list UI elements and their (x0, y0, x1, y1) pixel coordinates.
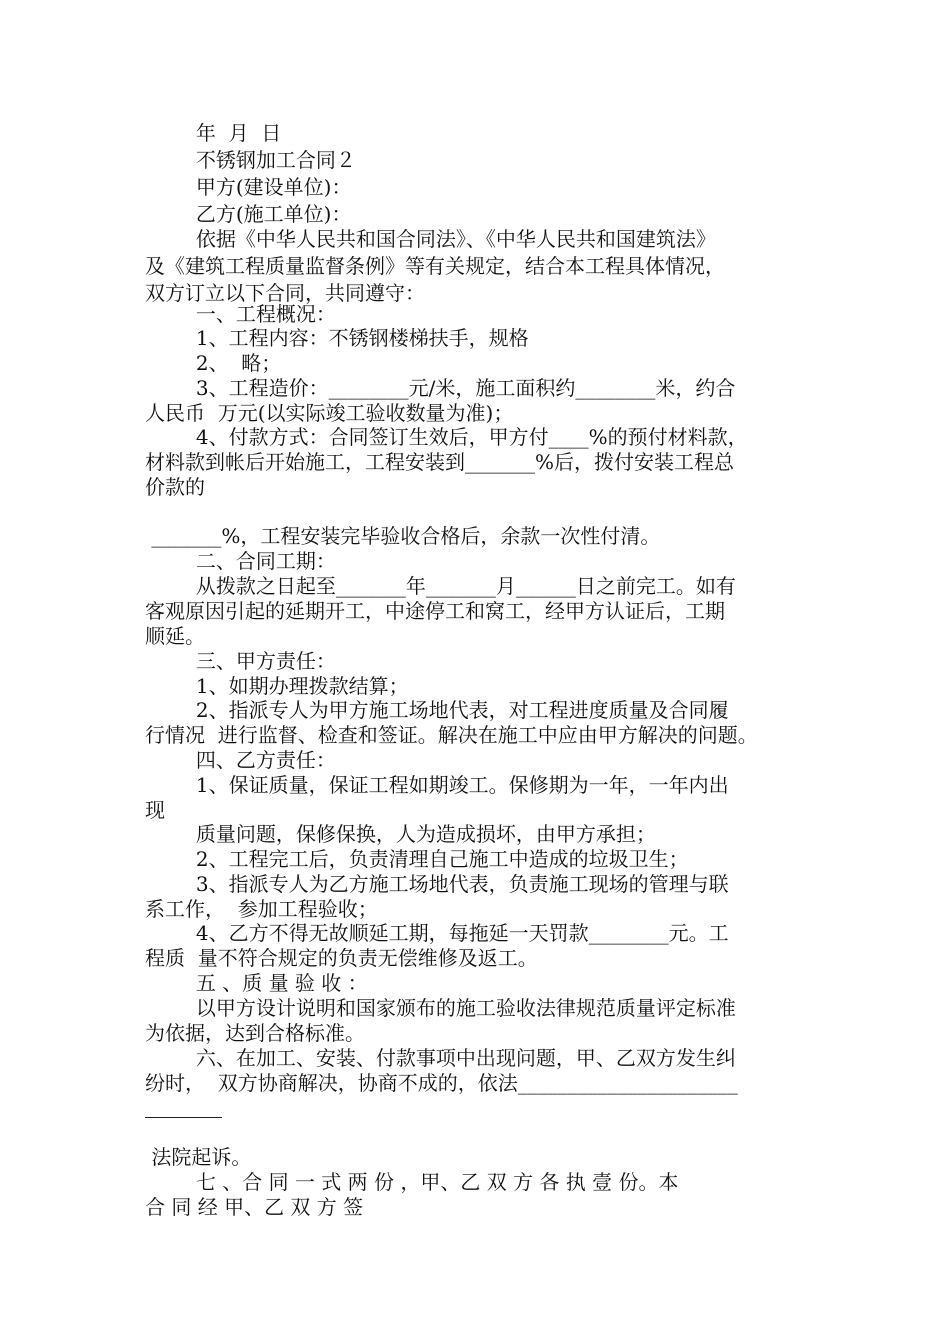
text-line: 2、工程完工后，负责清理自己施工中造成的垃圾卫生； (145, 847, 689, 871)
text-line: 3、指派专人为乙方施工场地代表，负责施工现场的管理与联 (145, 872, 729, 896)
text-line: 系工作， 参加工程验收； (145, 897, 378, 921)
text-line: 人民币 万元(以实际竣工验收数量为准)； (145, 401, 514, 425)
text-line: 以甲方设计说明和国家颁布的施工验收法律规范质量评定标准 (145, 996, 736, 1020)
text-line: 七 、合 同 一 式 两 份 ，甲、乙 双 方 各 执 壹 份。本 (145, 1170, 679, 1194)
text-line: 乙方(施工单位)： (145, 202, 352, 226)
text-line: 4、付款方式：合同签订生效后，甲方付____%的预付材料款， (145, 425, 748, 449)
text-line: 2、指派专人为甲方施工场地代表，对工程进度质量及合同履 (145, 698, 729, 722)
text-line: _______%，工程安装完毕验收合格后，余款一次性付清。 (145, 524, 661, 548)
text-line: 2、 略； (145, 351, 282, 375)
text-line: 纷时， 双方协商解决，协商不成的，依法______________________ (145, 1071, 738, 1095)
text-line: 不锈钢加工合同２ (145, 148, 356, 172)
text-line: 从拨款之日起至_______年_______月______日之前完工。如有 (145, 574, 736, 598)
text-line: 1、工程内容：不锈钢楼梯扶手，规格 (145, 326, 529, 350)
text-line: 质量问题，保修保换，人为造成损坏，由甲方承担； (145, 822, 656, 846)
text-line: 价款的 (145, 475, 205, 499)
text-line: 材料款到帐后开始施工，工程安装到_______%后，拨付安装工程总 (145, 450, 735, 474)
text-line: 及《建筑工程质量监督条例》等有关规定，结合本工程具体情况， (145, 254, 725, 278)
text-line: 合 同 经 甲、乙 双 方 签 (145, 1195, 364, 1219)
text-line: 双方订立以下合同，共同遵守： (145, 281, 425, 305)
text-line: 三、甲方责任： (145, 649, 336, 673)
text-line: 依据《中华人民共和国合同法》、《中华人民共和国建筑法》 (145, 227, 716, 251)
text-line: 二、合同工期： (145, 549, 336, 573)
fill-in-underline (145, 1117, 222, 1118)
text-line: 现 (145, 798, 165, 822)
text-line: 1、保证质量，保证工程如期竣工。保修期为一年，一年内出 (145, 773, 729, 797)
text-line: 行情况 进行监督、检查和签证。解决在施工中应由甲方解决的问题。 (145, 723, 758, 747)
text-line: 六、在加工、安装、付款事项中出现问题，甲、乙双方发生纠 (145, 1046, 736, 1070)
text-line: 一、工程概况： (145, 302, 336, 326)
text-line: 年 月 日 (145, 121, 282, 145)
text-line: 客观原因引起的延期开工，中途停工和窝工，经甲方认证后，工期 (145, 599, 725, 623)
text-line: 程质 量不符合规定的负责无偿维修及返工。 (145, 946, 538, 970)
text-line: 甲方(建设单位)： (145, 175, 352, 199)
text-line: 为依据，达到合格标准。 (145, 1021, 365, 1045)
text-line: 四、乙方责任： (145, 748, 336, 772)
text-line: 顺延。 (145, 624, 205, 648)
text-line: 4、乙方不得无故顺延工期，每拖延一天罚款________元。工 (145, 921, 729, 945)
text-line: 3、工程造价：________元/米，施工面积约________米，约合 (145, 376, 736, 400)
text-line: 法院起诉。 (145, 1145, 252, 1169)
text-line: 五 、质 量 验 收 ： (145, 971, 368, 995)
text-line: 1、如期办理拨款结算； (145, 674, 409, 698)
